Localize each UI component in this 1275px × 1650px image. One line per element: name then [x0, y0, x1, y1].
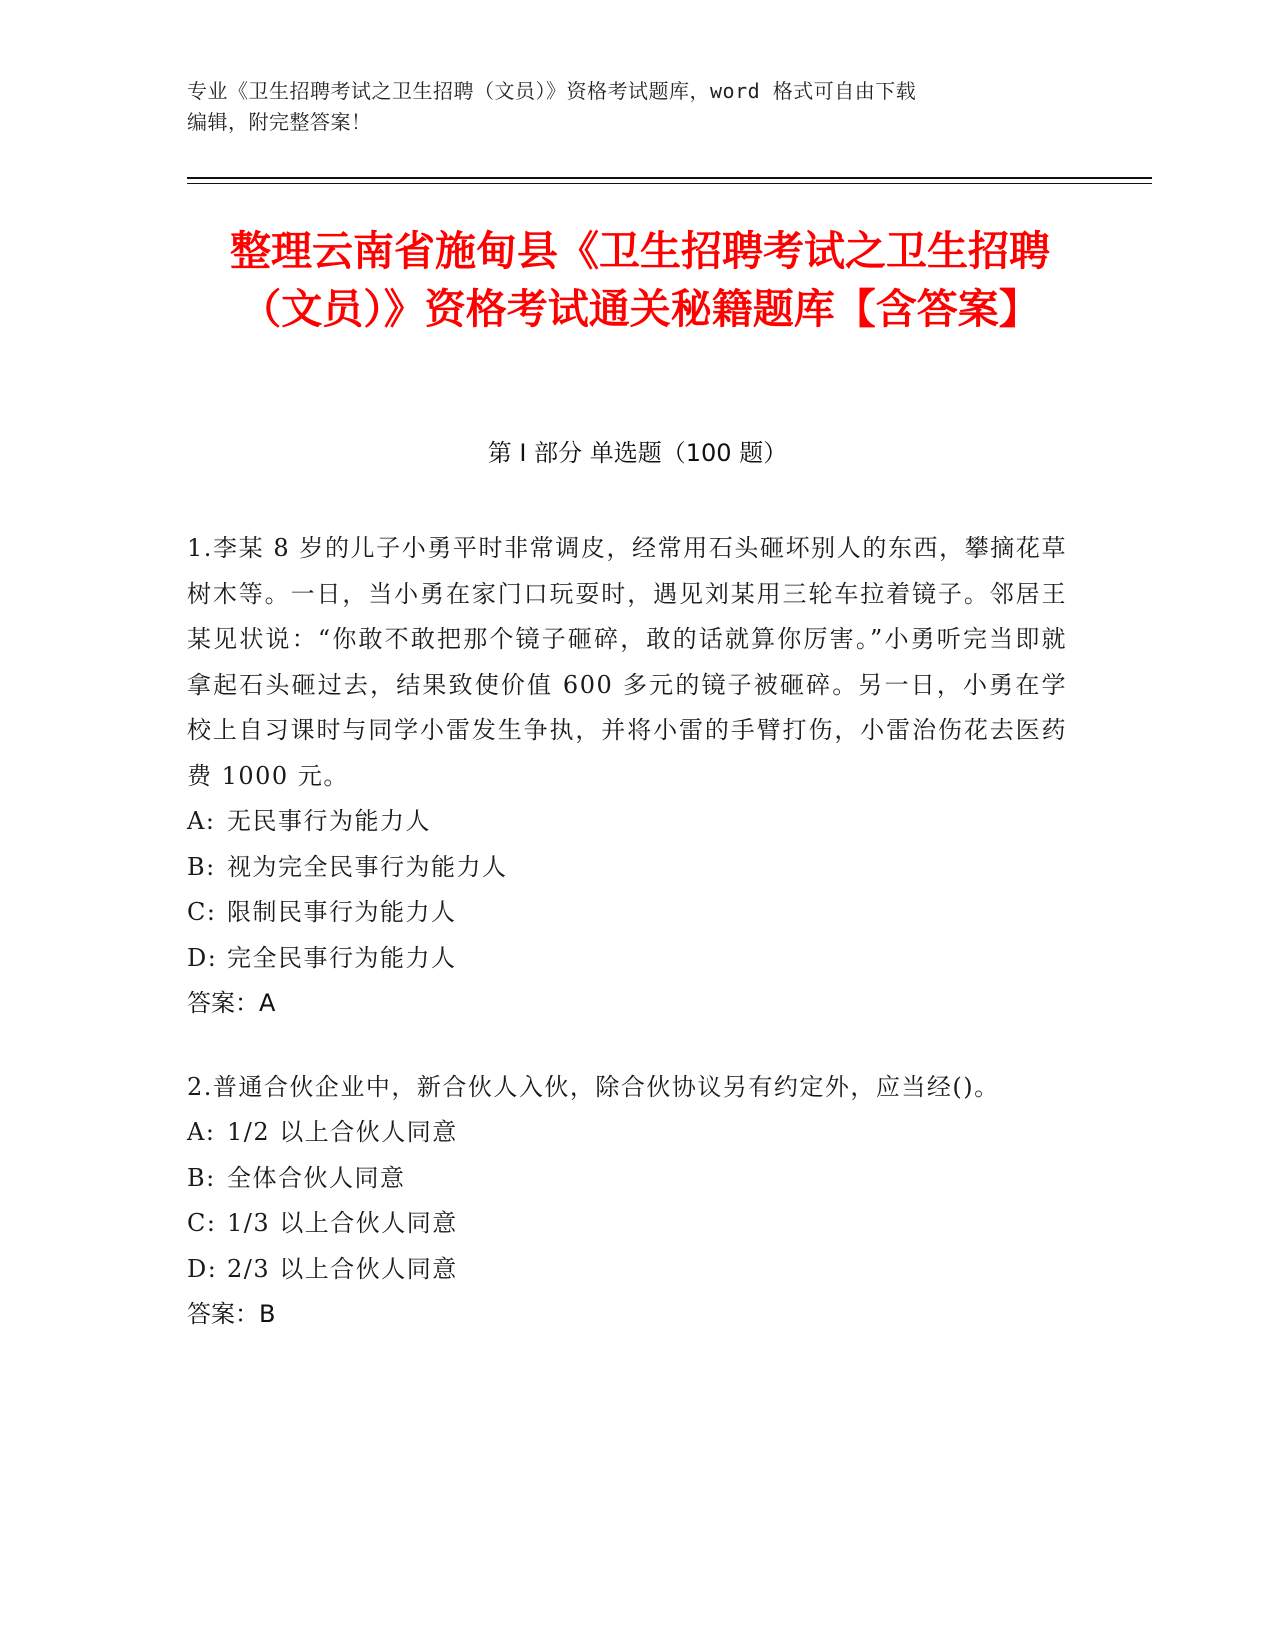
question-1 — [187, 526, 1067, 1027]
option-text: 全体合伙人同意 — [227, 1163, 406, 1192]
option-a — [187, 1110, 1067, 1156]
option-text: 视为完全民事行为能力人 — [227, 852, 508, 881]
option-c — [187, 1201, 1067, 1247]
question-stem: 1.李某 8 岁的儿子小勇平时非常调皮，经常用石头砸坏别人的东西，攀摘花草树木等。一日，当小勇在家门口玩耍时，遇见刘某用三轮车拉着镜子。邻居王某见状说：“你敢不敢把那个镜子砸碎，敢的话就算你厉害。”小勇听完当即就拿起石头砸过去，结果致使价值 600 多元的镜子被砸碎。另一日，小勇在学校上自习课时与同学小雷发生争执，并将小雷的手臂打伤，小雷治伤花去医药费 1000 元。 — [187, 534, 1067, 790]
option-a — [187, 799, 1067, 845]
question-list — [187, 526, 1067, 1376]
answer-line: 答案：A — [187, 989, 276, 1017]
option-letter: C: — [187, 1209, 217, 1237]
option-letter: D: — [187, 1254, 218, 1283]
option-d — [187, 936, 1067, 982]
question-2 — [187, 1065, 1067, 1338]
option-letter: C: — [187, 898, 217, 926]
option-b — [187, 1156, 1067, 1202]
option-letter: B: — [187, 852, 216, 881]
option-text: 1/2 以上合伙人同意 — [227, 1118, 458, 1146]
question-stem: 2.普通合伙企业中，新合伙人入伙，除合伙协议另有约定外，应当经()。 — [187, 1072, 1000, 1101]
option-text: 2/3 以上合伙人同意 — [227, 1254, 458, 1283]
header-note-line-1: 专业《卫生招聘考试之卫生招聘（文员）》资格考试题库，word 格式可自由下载 — [187, 79, 917, 103]
document-title: 整理云南省施甸县《卫生招聘考试之卫生招聘（文员）》资格考试通关秘籍题库【含答案】 — [230, 227, 1050, 333]
header-divider-thin — [187, 183, 1152, 184]
option-text: 1/3 以上合伙人同意 — [227, 1209, 458, 1237]
option-letter: B: — [187, 1163, 216, 1192]
section-heading: 第 I 部分 单选题（100 题） — [487, 439, 788, 467]
option-letter: A: — [187, 807, 216, 835]
option-text: 限制民事行为能力人 — [227, 898, 457, 926]
header-divider-thick — [187, 177, 1152, 179]
option-letter: A: — [187, 1118, 216, 1146]
option-b — [187, 845, 1067, 891]
answer-line: 答案：B — [187, 1300, 276, 1328]
option-c — [187, 890, 1067, 936]
header-note-line-2: 编辑，附完整答案！ — [187, 110, 372, 134]
header-note — [187, 76, 1087, 138]
option-text: 完全民事行为能力人 — [227, 943, 457, 972]
option-text: 无民事行为能力人 — [227, 807, 431, 835]
option-d — [187, 1247, 1067, 1293]
option-letter: D: — [187, 943, 218, 972]
